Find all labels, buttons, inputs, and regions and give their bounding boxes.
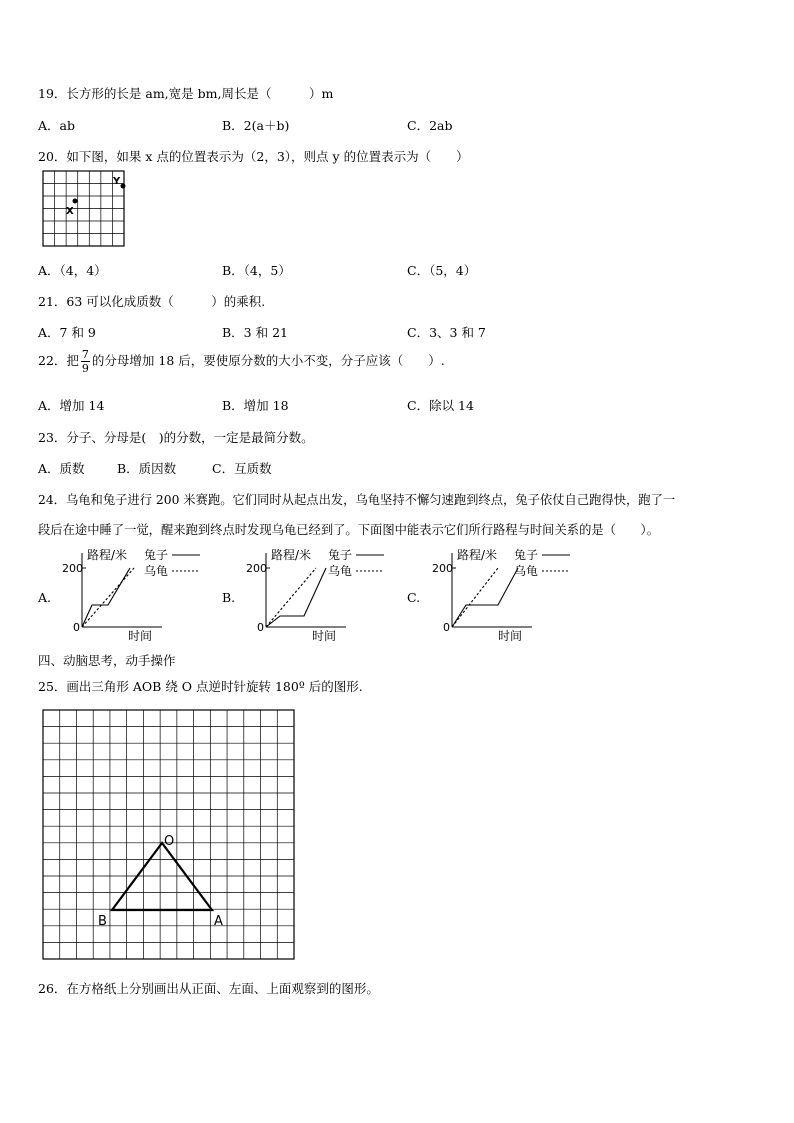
label-y: Y	[113, 176, 121, 187]
question-26: 26．在方格纸上分别画出从正面、左面、上面观察到的图形。	[38, 981, 379, 996]
fraction-denominator: 9	[81, 362, 89, 375]
point-y	[121, 184, 126, 189]
q21-option-b[interactable]: B．3 和 21	[222, 325, 288, 340]
q20-option-b[interactable]: B．（4，5）	[222, 263, 291, 278]
legend-turtle: 乌龟	[514, 564, 539, 578]
q22-option-b[interactable]: B．增加 18	[222, 398, 289, 413]
q22-prefix: 22．把	[38, 353, 79, 368]
question-23: 23．分子、分母是( )的分数，一定是最简分数。	[38, 430, 314, 445]
q21-option-a[interactable]: A．7 和 9	[38, 325, 96, 340]
section-4-title: 四、动脑思考，动手操作	[38, 653, 176, 668]
origin-label: 0	[257, 621, 264, 634]
q22-suffix: 的分母增加 18 后，要使原分数的大小不变，分子应该（ ）.	[91, 353, 445, 368]
q23-option-a[interactable]: A．质数	[38, 461, 85, 476]
x-axis-label: 时间	[312, 629, 337, 643]
label-x: X	[66, 206, 74, 217]
label-a: A	[214, 914, 223, 929]
legend-turtle: 乌龟	[144, 564, 169, 578]
q23-option-c[interactable]: C．互质数	[212, 461, 272, 476]
legend-rabbit: 兔子	[328, 548, 353, 562]
fraction-numerator: 7	[81, 348, 89, 361]
legend-rabbit: 兔子	[514, 548, 539, 562]
q24-option-b[interactable]: B.	[222, 590, 236, 605]
rabbit-line	[266, 568, 326, 627]
point-x	[73, 199, 78, 204]
y-axis-label: 路程/米	[87, 548, 128, 562]
q20-option-a[interactable]: A．（4，4）	[38, 263, 107, 278]
question-19: 19．长方形的长是 am,宽是 bm,周长是（ ）m	[38, 86, 334, 101]
tick-200: 200	[62, 562, 83, 575]
q24-option-a[interactable]: A.	[38, 590, 52, 605]
q21-option-c[interactable]: C．3、3 和 7	[407, 325, 486, 340]
q22-option-a[interactable]: A．增加 14	[38, 398, 105, 413]
question-25: 25．画出三角形 AOB 绕 O 点逆时针旋转 180º 后的图形.	[38, 679, 363, 694]
tick-200: 200	[432, 562, 453, 575]
label-o: O	[164, 834, 175, 849]
q20-option-c[interactable]: C．（5，4）	[407, 263, 477, 278]
turtle-line	[82, 568, 134, 627]
q25-grid-figure	[42, 709, 296, 961]
origin-label: 0	[443, 621, 450, 634]
fraction-7-9	[81, 349, 90, 374]
q20-grid-figure	[42, 170, 128, 248]
rabbit-line	[452, 568, 518, 627]
turtle-line	[266, 568, 316, 627]
label-b: B	[98, 914, 107, 929]
question-21: 21．63 可以化成质数（ ）的乘积.	[38, 294, 266, 309]
graph-b	[242, 545, 392, 645]
graph-c	[428, 545, 578, 645]
y-axis-label: 路程/米	[271, 548, 312, 562]
question-20: 20．如下图，如果 x 点的位置表示为（2，3），则点 y 的位置表示为（ ）	[38, 149, 469, 164]
tick-200: 200	[246, 562, 267, 575]
legend-turtle: 乌龟	[328, 564, 353, 578]
q22-option-c[interactable]: C．除以 14	[407, 398, 474, 413]
question-22	[38, 349, 445, 374]
graph-a	[58, 545, 208, 645]
question-24-line1: 24．乌龟和兔子进行 200 米赛跑。它们同时从起点出发，乌龟坚持不懈匀速跑到终点，兔子依仗自己跑得快，跑了一	[38, 493, 676, 507]
x-axis-label: 时间	[128, 629, 153, 643]
y-axis-label: 路程/米	[457, 548, 498, 562]
q23-option-b[interactable]: B．质因数	[117, 461, 177, 476]
question-24-line2: 段后在途中睡了一觉，醒来跑到终点时发现乌龟已经到了。下面图中能表示它们所行路程与时间关系的是（ ）。	[38, 523, 659, 537]
q19-option-b[interactable]: B．2(a＋b)	[222, 118, 290, 133]
x-axis-label: 时间	[498, 629, 523, 643]
q19-option-a[interactable]: A．ab	[38, 118, 75, 133]
turtle-line	[452, 568, 498, 627]
legend-rabbit: 兔子	[144, 548, 169, 562]
origin-label: 0	[73, 621, 80, 634]
q19-option-c[interactable]: C．2ab	[407, 118, 453, 133]
q24-option-c[interactable]: C.	[407, 590, 421, 605]
